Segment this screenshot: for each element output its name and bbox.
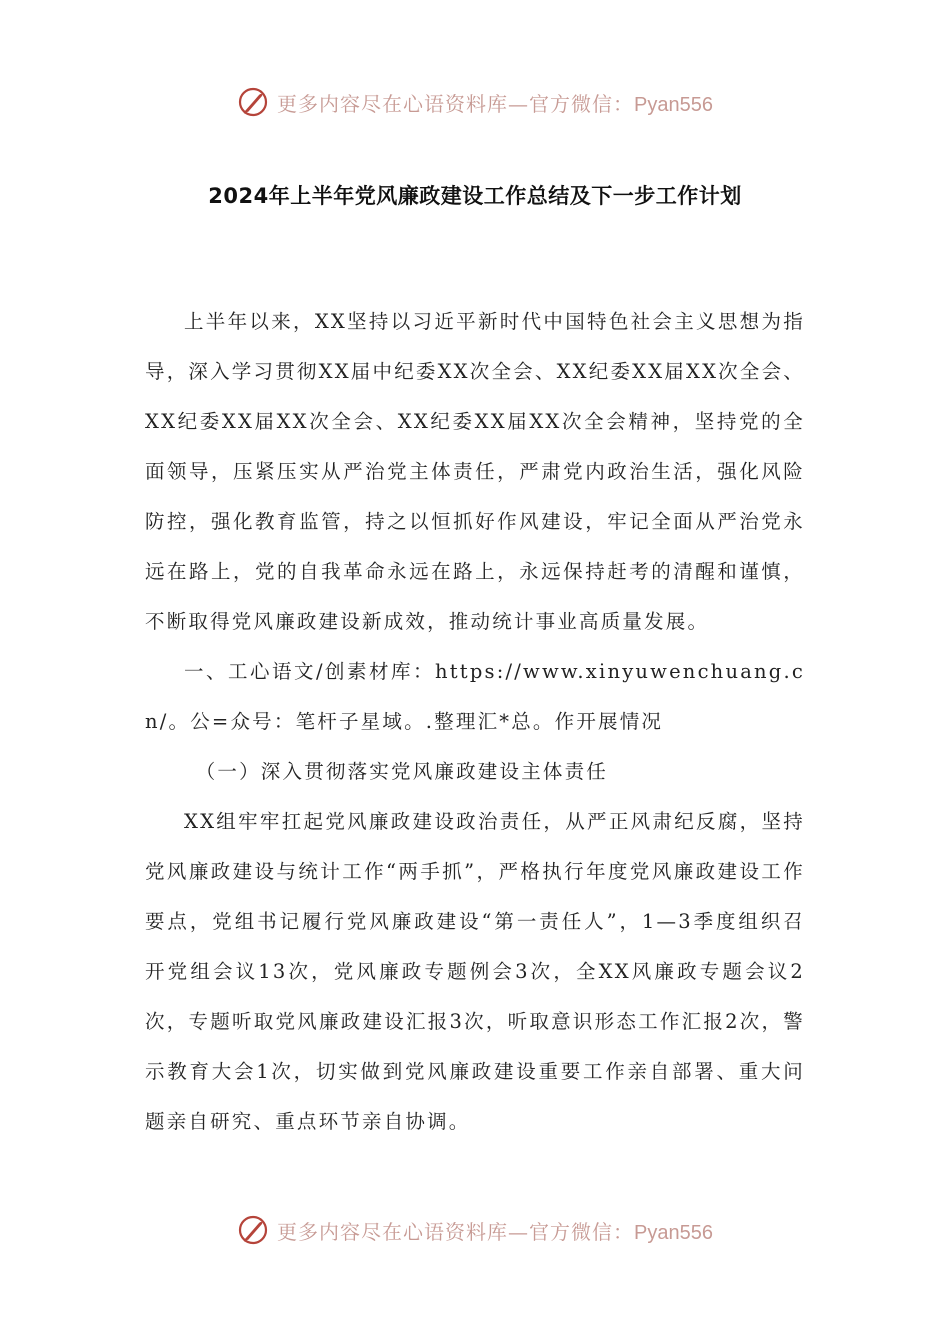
banner-label: 更多内容尽在心语资料库—官方微信： bbox=[277, 1219, 635, 1244]
banner-wechat-id: Pyan556 bbox=[634, 93, 713, 116]
document-body bbox=[145, 297, 805, 1147]
banner-text bbox=[277, 1216, 713, 1245]
paragraph-intro: 上半年以来，XX坚持以习近平新时代中国特色社会主义思想为指导，深入学习贯彻XX届中纪委XX次全会、XX纪委XX届XX次全会、XX纪委XX届XX次全会、XX纪委XX届XX次全会精神，坚持党的全面领导，压紧压实从严治党主体责任，严肃党内政治生活，强化风险防控，强化教育监管，持之以恒抓好作风建设，牢记全面从严治党永远在路上，党的自我革命永远在路上，永远保持赶考的清醒和谨慎，不断取得党风廉政建设新成效，推动统计事业高质量发展。 bbox=[145, 310, 805, 633]
paragraph-body: XX组牢牢扛起党风廉政建设政治责任，从严正风肃纪反腐，坚持党风廉政建设与统计工作“两手抓”，严格执行年度党风廉政建设工作要点，党组书记履行党风廉政建设“第一责任人”，1—3季度组织召开党组会议13次，党风廉政专题例会3次，全XX风廉政专题会议2次，专题听取党风廉政建设汇报3次，听取意识形态工作汇报2次，警示教育大会1次，切实做到党风廉政建设重要工作亲自部署、重大问题亲自研究、重点环节亲自协调。 bbox=[145, 810, 805, 1133]
section-heading: 一、工心语文/创素材库：https://www.xinyuwenchuang.cn/。公=众号：笔杆子星域。.整理汇*总。作开展情况 bbox=[145, 660, 805, 733]
header-banner bbox=[0, 82, 950, 122]
quill-pen-icon bbox=[237, 86, 269, 118]
quill-pen-icon bbox=[237, 1214, 269, 1246]
document-title: 2024年上半年党风廉政建设工作总结及下一步工作计划 bbox=[208, 184, 742, 208]
banner-label: 更多内容尽在心语资料库—官方微信： bbox=[277, 91, 635, 116]
banner-text bbox=[277, 88, 713, 117]
footer-banner bbox=[0, 1210, 950, 1250]
banner-wechat-id: Pyan556 bbox=[634, 1221, 713, 1244]
subsection-heading: （一）深入贯彻落实党风廉政建设主体责任 bbox=[195, 760, 608, 783]
